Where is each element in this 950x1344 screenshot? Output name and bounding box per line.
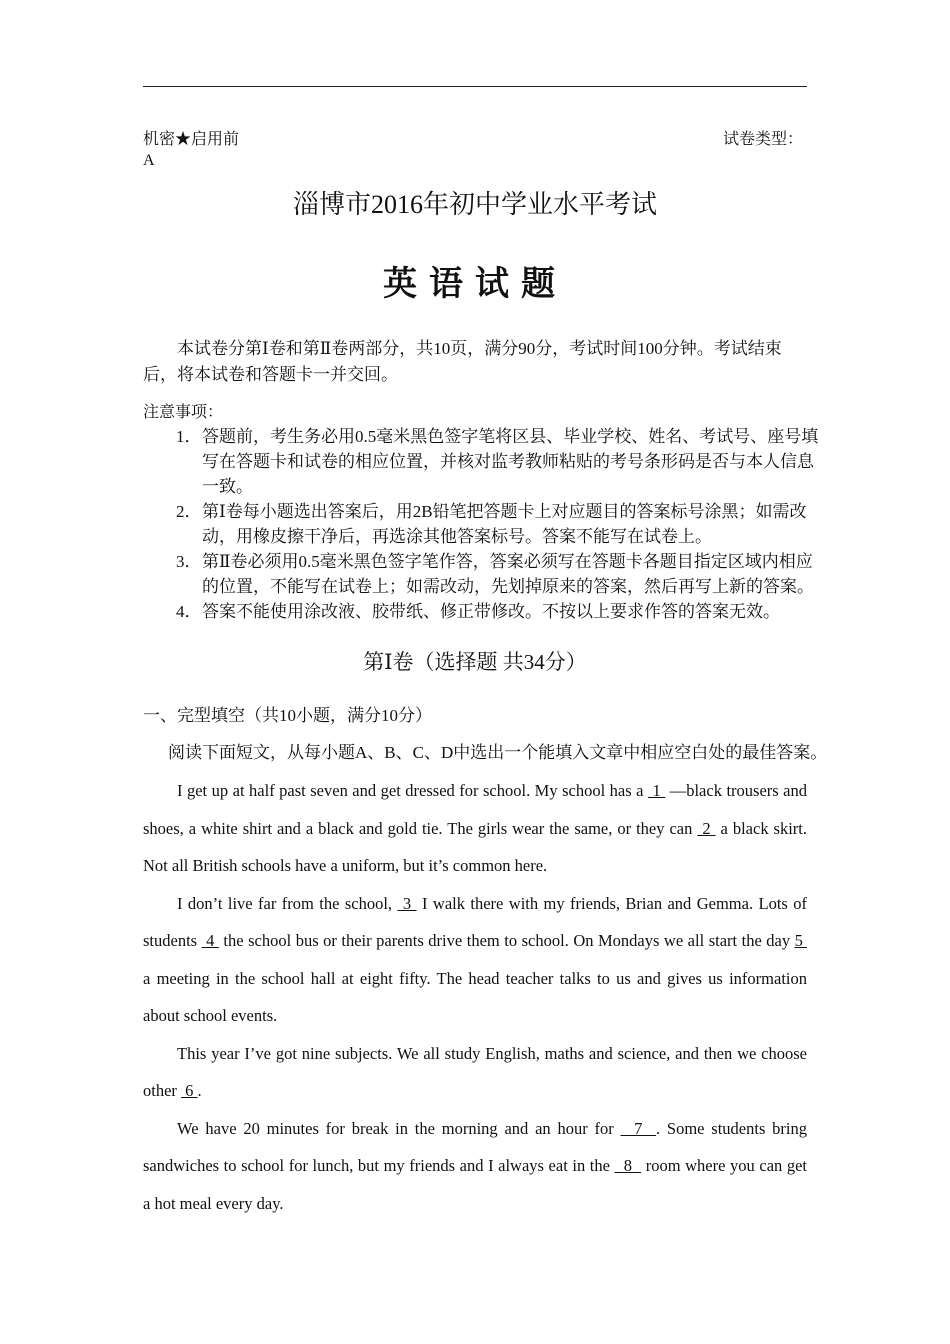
notice-number: 2． [176,502,202,521]
notice-item [176,424,826,499]
blank-8: 8 [614,1156,642,1175]
paper-type-label: 试卷类型： [723,131,804,148]
passage-text: I walk there with my friends, Brian and Gemma. Lots of students [143,893,808,950]
passage-text: room where you can get a hot meal every day. [143,1156,808,1213]
notice-item [176,499,826,549]
blank-6: 6 [181,1081,198,1100]
part-instruction: 阅读下面短文，从每小题A、B、C、D中选出一个能填入文章中相应空白处的最佳答案。 [168,743,828,762]
notice-number: 1． [176,427,202,446]
passage-text: I don’t live far from the school, [177,893,398,913]
notice-number: 4． [176,602,202,621]
passage-text: a black skirt. Not all British schools have a uniform, but it’s common here. [143,818,808,875]
passage-text: . [197,1081,202,1100]
passage-text: We have 20 minutes for break in the morning and an hour for [177,1118,621,1138]
passage-text: the school bus or their parents drive them to school. On Mondays we all start the day [218,931,795,950]
notice-title: 注意事项： [143,404,224,421]
exam-title: 淄博市2016年初中学业水平考试 [292,190,657,219]
confidential-label: 机密★启用前 [143,131,240,148]
notice-text: 第Ⅰ卷每小题选出答案后，用2B铅笔把答题卡上对应题目的答案标号涂黑；如需改动，用橡皮擦干净后，再选涂其他答案标号。答案不能写在试卷上。 [202,502,807,546]
notice-text: 答案不能使用涂改液、胶带纸、修正带修改。不按以上要求作答的答案无效。 [202,602,780,621]
passage-text: a meeting in the school hall at eight fifty. The head teacher talks to us and gives us information about school events. [143,968,807,1025]
part-heading: 一、完型填空（共10小题，满分10分） [143,706,432,725]
passage-paragraph-1 [143,772,807,885]
blank-3: 3 [397,893,417,913]
confidential-label-cont: A [143,152,155,169]
blank-5: 5 [794,931,808,950]
passage-text: I get up at half past seven and get dressed for school. My school has a [177,781,648,800]
blank-4: 4 [201,931,219,950]
passage-paragraph-4 [143,1110,807,1223]
subject-title: 英语试题 [383,264,567,304]
passage-text: —black trousers and shoes, a white shirt and a black and gold tie. The girls wear the same, or they can [143,781,808,838]
intro-paragraph: 本试卷分第Ⅰ卷和第Ⅱ卷两部分，共10页，满分90分，考试时间100分钟。考试结束后，将本试卷和答题卡一并交回。 [143,339,782,384]
passage-paragraph-3 [143,1035,807,1110]
notice-list [176,424,826,624]
section-heading: 第Ⅰ卷（选择题 共34分） [363,650,587,674]
notice-item [176,549,826,599]
passage-paragraph-2 [143,885,807,1035]
notice-text: 答题前，考生务必用0.5毫米黑色签字笔将区县、毕业学校、姓名、考试号、座号填写在答题卡和试卷的相应位置，并核对监考教师粘贴的考号条形码是否与本人信息一致。 [202,427,819,496]
blank-1: 1 [647,781,666,800]
notice-number: 3． [176,552,202,571]
passage-text: . Some students bring sandwiches to school for lunch, but my friends and I always eat in the [143,1118,808,1175]
blank-7: 7 [620,1118,656,1138]
top-rule [143,86,807,87]
notice-text: 第Ⅱ卷必须用0.5毫米黑色签字笔作答，答案必须写在答题卡各题目指定区域内相应的位置，不能写在试卷上；如需改动，先划掉原来的答案，然后再写上新的答案。 [202,552,814,596]
cloze-passage [143,772,807,1222]
blank-2: 2 [697,818,716,838]
passage-text: This year I’ve got nine subjects. We all study English, maths and science, and then we choose other [143,1043,807,1100]
notice-item [176,599,826,624]
